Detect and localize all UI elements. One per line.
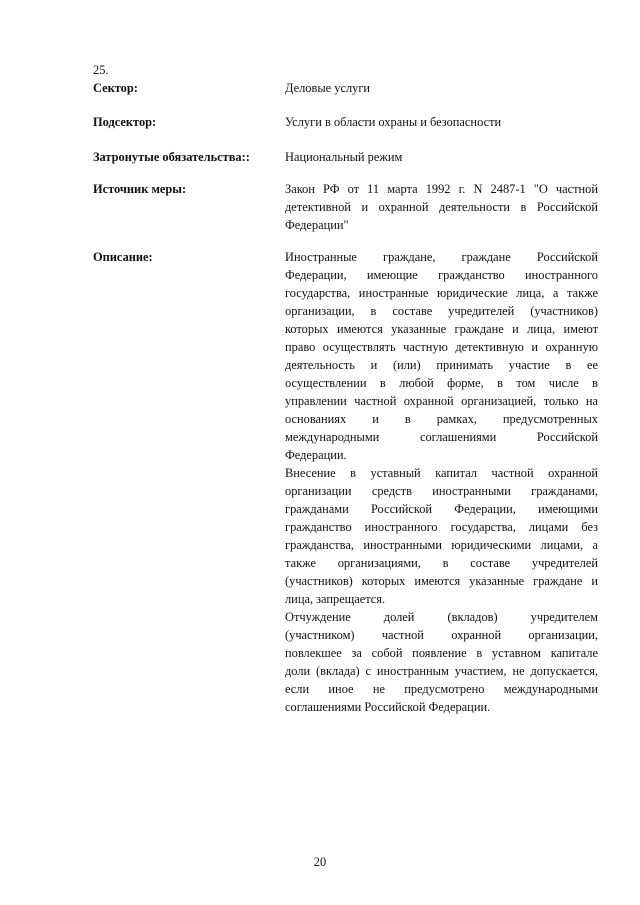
subsector-value: Услуги в области охраны и безопасности — [285, 115, 502, 129]
description-line: (участников) которых имеются указанные граждане и — [285, 574, 598, 588]
description-value — [285, 248, 598, 716]
sector-label: Сектор: — [93, 81, 138, 95]
description-line: осуществлении в любой форме, в том числе в — [285, 376, 598, 390]
description-line: организации, в составе учредителей (участников) — [285, 304, 598, 318]
source-line: Закон РФ от 11 марта 1992 г. N 2487-1 "О частной — [285, 182, 598, 196]
description-line: Иностранные граждане, граждане Российской — [285, 250, 598, 264]
source-line: детективной и охранной деятельности в Российской — [285, 200, 598, 214]
page-number: 20 — [313, 855, 327, 869]
description-line: организации средств иностранными гражданами, — [285, 484, 598, 498]
source-label: Источник меры: — [93, 182, 187, 196]
description-paragraph — [285, 464, 598, 608]
description-line: доли (вклада) с иностранным участием, не допускается, — [285, 664, 598, 678]
description-line: (участником) частной охранной организации, — [285, 628, 598, 642]
source-value — [285, 180, 598, 234]
obligations-label: Затронутые обязательства:: — [93, 150, 250, 164]
description-line: международными соглашениями Российской — [285, 430, 598, 444]
entry-number: 25. — [93, 63, 109, 77]
obligations-value: Национальный режим — [285, 150, 403, 164]
subsector-label: Подсектор: — [93, 115, 157, 129]
description-line: лица, запрещается. — [285, 592, 386, 606]
description-line: Внесение в уставный капитал частной охранной — [285, 466, 598, 480]
description-line: деятельность и (или) принимать участие в ее — [285, 358, 598, 372]
description-line: гражданства, иностранными юридическими лицами, а — [285, 538, 598, 552]
description-line: основаниях и в рамках, предусмотренных — [285, 412, 598, 426]
description-line: государства, иностранные юридические лица, а также — [285, 286, 598, 300]
description-label: Описание: — [93, 250, 153, 264]
sector-value: Деловые услуги — [285, 81, 371, 95]
description-paragraph — [285, 248, 598, 464]
source-line: Федерации" — [285, 218, 349, 232]
description-line: повлекшее за собой появление в уставном капитале — [285, 646, 598, 660]
description-line: гражданами Российской Федерации, имеющими — [285, 502, 598, 516]
description-line: которых имеются указанные граждане и лица, имеют — [285, 322, 598, 336]
description-line: соглашениями Российской Федерации. — [285, 700, 491, 714]
description-line: Федерации, имеющие гражданство иностранного — [285, 268, 598, 282]
description-line: управлении частной охранной организацией, только на — [285, 394, 598, 408]
description-paragraph — [285, 608, 598, 716]
description-line: если иное не предусмотрено международными — [285, 682, 598, 696]
description-line: Федерации. — [285, 448, 347, 462]
description-line: также организациями, в составе учредителей — [285, 556, 598, 570]
description-line: Отчуждение долей (вкладов) учредителем — [285, 610, 598, 624]
description-line: гражданство иностранного государства, лицами без — [285, 520, 598, 534]
description-line: право осуществлять частную детективную и охранную — [285, 340, 598, 354]
